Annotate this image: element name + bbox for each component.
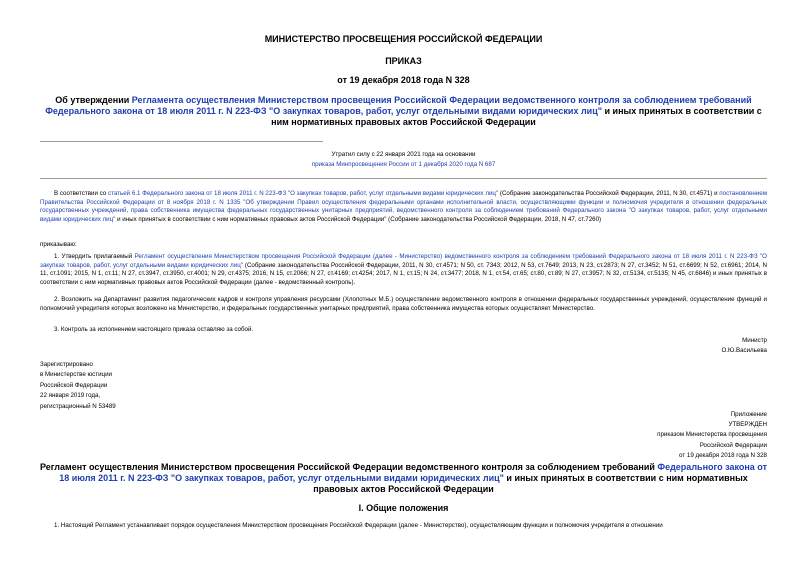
registration-line-2: в Министерстве юстиции bbox=[40, 371, 113, 379]
regulation-title-text-1: Регламент осуществления Министерством просвещения Российской Федерации ведомственного контроля за соблюдением требований bbox=[40, 462, 658, 472]
divider-top bbox=[40, 141, 323, 142]
registration-line-3: Российской Федерации bbox=[40, 381, 108, 389]
appendix-block bbox=[500, 410, 767, 461]
item1-link-regulation[interactable]: Регламент осуществления Министерством просвещения Российской Федерации (далее - Министерство) ведомственного контроля за соблюдением требований Федерального закона от 18 июля 2011 г. N 223-ФЗ "О закупках товаров, работ, услуг отдельными видами юридических лиц" bbox=[40, 253, 767, 269]
preamble-paragraph bbox=[40, 190, 767, 224]
registration-block bbox=[40, 360, 340, 412]
expiry-note-line1: Утратил силу с 22 января 2021 года на основании bbox=[331, 151, 476, 158]
preamble-text-3: и иных принятых в соответствии с ним нормативных правовых актов Российской Федерации" (Собрание законодательства Российской Федерации, 2018, N 47, ст.7260) bbox=[115, 215, 602, 223]
appendix-line-2: УТВЕРЖДЕН bbox=[728, 421, 767, 429]
registration-line-4: 22 января 2019 года, bbox=[40, 392, 101, 400]
regulation-title-text-2: и иных принятых в соответствии с ним нормативных правовых актов Российской Федерации bbox=[313, 473, 748, 494]
appendix-line-1: Приложение bbox=[730, 411, 767, 418]
divider-full bbox=[40, 178, 767, 179]
appendix-line-4: Российской Федерации bbox=[699, 441, 767, 449]
doc-date: от 19 декабря 2018 года N 328 bbox=[337, 75, 470, 85]
title-prefix: Об утверждении bbox=[55, 95, 132, 105]
expiry-note-link[interactable]: приказа Минпросвещения России от 1 декабря 2020 года N 687 bbox=[311, 161, 496, 168]
section-paragraph-1: 1. Настоящий Регламент устанавливает порядок осуществления Министерством просвещения Российской Федерации (далее - Министерство), осуществляющим функции и полномочия учредителя в отношении bbox=[54, 522, 663, 529]
regulation-title-link[interactable]: Федерального закона от 18 июля 2011 г. N 223-ФЗ "О закупках товаров, работ, услуг отдельными видами юридических лиц" bbox=[59, 462, 767, 483]
preamble-link-decree[interactable]: постановлением Правительства Российской Федерации от 8 ноября 2018 г. N 1335 "Об утверждении Правил осуществления федеральными органами исполнительной власти, осуществляющими функции и полномочия учредителя в отношении федеральных государственных учреждений, права собственника имущества федеральных государственных унитарных предприятий, ведомственного контроля за соблюдением требований Федерального закона "О закупках товаров, работ, услуг отдельными видами юридических лиц" bbox=[40, 190, 767, 223]
title-link-regulation[interactable]: Регламента осуществления Министерством просвещения Российской Федерации ведомственного контроля за соблюдением требований Федерального закона от 18 июля 2011 г. N 223-ФЗ "О закупках товаров, работ, услуг отдельными видами юридических лиц" bbox=[45, 95, 752, 116]
list-item-1 bbox=[40, 253, 767, 287]
regulation-title bbox=[40, 462, 767, 495]
order-title bbox=[40, 95, 767, 128]
doc-type: ПРИКАЗ bbox=[385, 56, 422, 66]
list-item-2: 2. Возложить на Департамент развития педагогических кадров и контроля управления ресурсами (Хлопотных М.Б.) осуществление ведомственного контроля в отношении федеральных государственных учреждений, осуществление функций и полномочий учредителя которых возложено на Министерство, и федеральных государственных унитарных предприятий, права собственника имущества которых осуществляет Министерство. bbox=[40, 296, 767, 312]
signature-role: Министр bbox=[742, 337, 767, 344]
preamble-link-article[interactable]: статьей 6.1 Федерального закона от 18 июля 2011 г. N 223-ФЗ "О закупках товаров, работ, услуг отдельными видами юридических лиц" bbox=[107, 190, 499, 197]
signature-name: О.Ю.Васильева bbox=[721, 347, 767, 354]
item1-text-1: 1. Утвердить прилагаемый bbox=[54, 253, 135, 260]
appendix-line-3: приказом Министерства просвещения bbox=[657, 431, 767, 439]
registration-line-1: Зарегистрировано bbox=[40, 361, 93, 368]
order-word: приказываю: bbox=[40, 241, 77, 248]
title-suffix: и иных принятых в соответствии с ним нормативных правовых актов Российской Федерации bbox=[271, 106, 762, 127]
item1-text-2: (Собрание законодательства Российской Федерации, 2011, N 30, ст.4571; N 50, ст. 7343; 2012, N 53, ст.7649; 2013, N 23, ст.2873; N 27, ст.3452; N 51, ст.6699; N 52, ст.6961; 2014, N 11, ст.1091; 2015, N 1, ст.11; N 27, ст.3947, ст.3950, ст.4001; N 29, ст.4375; 2016, N 15, ст.2066; N 27, ст.4169; ст.4254; 2017, N 1, ст.15; N 24, ст.3477; 2018, N 1, ст.54, ст.65; ст.80, ст.89; N 27, ст.3957; N 32, ст.5134, ст.5135; N 45, ст.6846) и иных принятых в соответствии с ним нормативных правовых актов Российской Федерации (далее - ведомственный контроль). bbox=[40, 261, 767, 286]
ministry-heading: МИНИСТЕРСТВО ПРОСВЕЩЕНИЯ РОССИЙСКОЙ ФЕДЕРАЦИИ bbox=[264, 34, 543, 44]
section-heading: I. Общие положения bbox=[358, 503, 449, 513]
registration-line-5: регистрационный N 53489 bbox=[40, 402, 116, 410]
list-item-3: 3. Контроль за исполнением настоящего приказа оставляю за собой. bbox=[54, 326, 254, 333]
preamble-text-2: (Собрание законодательства Российской Федерации, 2011, N 30, ст.4571) и bbox=[498, 190, 720, 197]
appendix-line-5: от 19 декабря 2018 года N 328 bbox=[679, 451, 767, 459]
preamble-text-1: В соответствии со bbox=[54, 190, 108, 197]
